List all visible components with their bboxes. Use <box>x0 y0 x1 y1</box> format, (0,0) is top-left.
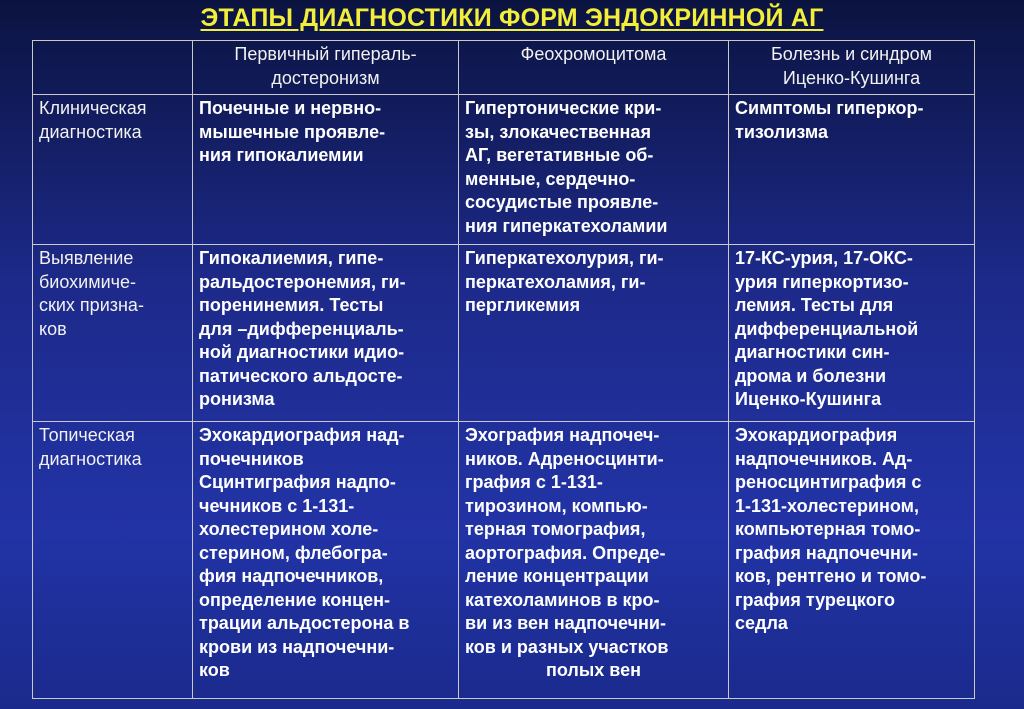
cell-line: сосудистые проявле- <box>465 192 659 212</box>
header-pheochromocytoma <box>459 41 729 95</box>
cell-aldosteronism <box>193 245 459 422</box>
cell-line: реносцинтиграфия с <box>735 472 922 492</box>
cell-line: ников. Адреносцинти- <box>465 448 664 469</box>
header-line: Болезнь и синдром <box>770 44 933 64</box>
cell-line: Сцинтиграфия надпо- <box>199 472 396 492</box>
cell-line: Гиперкатехолурия, ги- <box>465 248 664 268</box>
cell-line: ния гиперкатехоламии <box>465 215 668 236</box>
header-line: Феохромоцитома <box>520 44 667 64</box>
cell-line: ронизма <box>199 389 275 409</box>
cell-line: 17-КС-урия, 17-ОКС- <box>735 248 913 268</box>
cell-line: фия надпочечников, <box>199 566 384 586</box>
cell-line: ление концентрации <box>465 566 649 586</box>
cell-line: для –дифференциаль- <box>199 318 404 339</box>
cell-line: ков и разных участков <box>465 636 669 657</box>
cell-pheochromocytoma <box>459 422 729 699</box>
cell-line: Иценко-Кушинга <box>735 389 882 409</box>
cell-line: стерином, флебогра- <box>199 542 388 563</box>
cell-line: Эхокардиография <box>735 425 898 445</box>
stage-cell <box>33 245 193 422</box>
cell-line: дрома и болезни <box>735 365 887 386</box>
cell-line: Гипертонические кри- <box>465 98 662 118</box>
header-line: Иценко-Кушинга <box>782 67 921 88</box>
cell-line: мышечные проявле- <box>199 121 386 142</box>
cell-line: 1-131-холестерином, <box>735 495 919 516</box>
cell-line: терная томография, <box>465 519 646 539</box>
cell-line: зы, злокачественная <box>465 121 651 142</box>
cell-line: тизолизма <box>735 121 829 142</box>
cell-line: лемия. Тесты для <box>735 295 894 315</box>
cell-line: катехоламинов в кро- <box>465 589 660 610</box>
cell-line: Эхография надпочеч- <box>465 425 660 445</box>
cell-cushing <box>729 422 975 699</box>
cell-aldosteronism <box>193 95 459 245</box>
cell-line: почечников <box>199 448 304 469</box>
header-cushing <box>729 41 975 95</box>
cell-line: ральдостеронемия, ги- <box>199 271 406 292</box>
cell-line: полых вен <box>546 660 641 680</box>
cell-line: Эхокардиография над- <box>199 425 405 445</box>
cell-cushing <box>729 245 975 422</box>
stage-line: ков <box>39 318 67 339</box>
cell-line: Гипокалиемия, гипе- <box>199 248 384 268</box>
header-line: достеронизм <box>271 67 380 88</box>
cell-line: ния гипокалиемии <box>199 145 364 165</box>
stage-cell <box>33 422 193 699</box>
cell-line: поренинемия. Тесты <box>199 295 384 315</box>
cell-line: трации альдостерона в <box>199 613 410 633</box>
cell-line: Почечные и нервно- <box>199 98 382 118</box>
header-empty-cell <box>33 41 193 95</box>
cell-line: графия надпочечни- <box>735 542 918 563</box>
page-title <box>0 4 1024 33</box>
cell-line: графия турецкого <box>735 589 895 610</box>
cell-line: надпочечников. Ад- <box>735 448 913 469</box>
page-title-text: ЭТАПЫ ДИАГНОСТИКИ ФОРМ ЭНДОКРИННОЙ АГ <box>200 4 824 32</box>
cell-line: Симптомы гиперкор- <box>735 98 924 118</box>
header-row <box>33 41 975 95</box>
cell-line: компьютерная томо- <box>735 519 921 539</box>
header-line: Первичный гипераль- <box>234 44 417 64</box>
cell-line: ви из вен надпочечни- <box>465 613 666 633</box>
cell-line: перкатехоламия, ги- <box>465 271 646 292</box>
cell-line: чечников с 1-131- <box>199 495 355 516</box>
stage-line: диагностика <box>39 121 142 142</box>
cell-line: ков, рентгено и томо- <box>735 566 927 586</box>
cell-line: диагностики син- <box>735 342 890 362</box>
cell-line: ной диагностики идио- <box>199 342 405 362</box>
table-row-topical <box>33 422 975 699</box>
cell-line: пергликемия <box>465 295 581 315</box>
stage-line: диагностика <box>39 448 142 469</box>
cell-line: крови из надпочечни- <box>199 636 395 657</box>
cell-line: определение концен- <box>199 589 391 610</box>
cell-line: менные, сердечно- <box>465 168 636 189</box>
table-row-clinical <box>33 95 975 245</box>
cell-line: аортография. Опреде- <box>465 542 666 563</box>
cell-pheochromocytoma <box>459 245 729 422</box>
cell-aldosteronism <box>193 422 459 699</box>
cell-line: патического альдосте- <box>199 365 403 386</box>
table-row-biochemical <box>33 245 975 422</box>
cell-cushing <box>729 95 975 245</box>
cell-line: седла <box>735 613 788 633</box>
stage-line: Топическая <box>39 425 135 445</box>
cell-line: холестерином холе- <box>199 519 379 539</box>
stage-line: Выявление <box>39 248 134 268</box>
cell-line: графия с 1-131- <box>465 472 603 492</box>
cell-pheochromocytoma <box>459 95 729 245</box>
diagnostics-table <box>32 40 975 699</box>
stage-cell <box>33 95 193 245</box>
cell-line: урия гиперкортизо- <box>735 271 909 292</box>
cell-line: ков <box>199 660 230 680</box>
cell-line: дифференциальной <box>735 318 919 339</box>
header-primary-aldosteronism <box>193 41 459 95</box>
stage-line: Клиническая <box>39 98 147 118</box>
cell-line: АГ, вегетативные об- <box>465 145 654 165</box>
stage-line: ских призна- <box>39 295 144 315</box>
cell-line: тирозином, компью- <box>465 495 648 516</box>
stage-line: биохимиче- <box>39 271 137 292</box>
